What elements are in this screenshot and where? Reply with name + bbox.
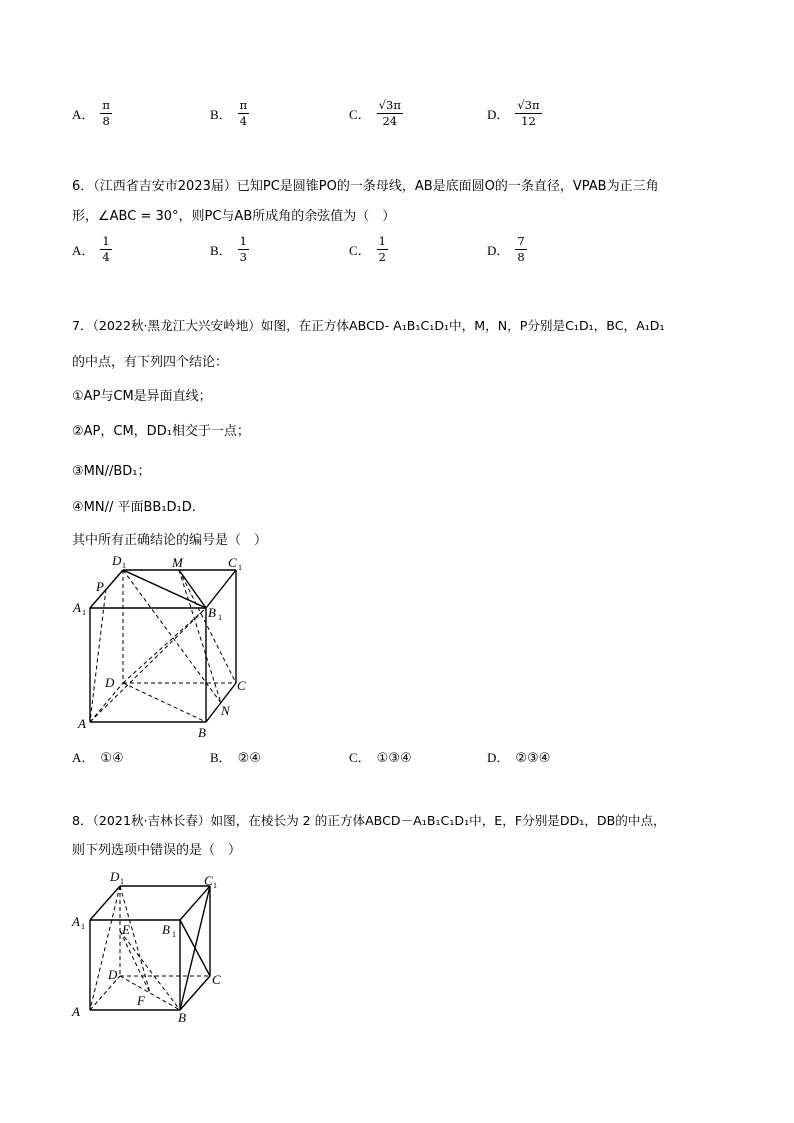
q6-option-a: A． $\frac{1}{4}$ <box>72 234 110 264</box>
q7-option-c: C． ①③④ <box>349 750 412 766</box>
q8-label-a: A <box>72 1004 80 1019</box>
q7-label-d: D <box>105 675 115 690</box>
q7-label-n: N <box>221 703 230 718</box>
q6-stem-line1: 6．（江西省吉安市2023届）已知PC是圆锥PO的一条母线，AB是底面圆O的一条直径，VPAB为正三角 <box>72 179 659 194</box>
q7-option-a: A． ①④ <box>72 750 124 766</box>
q7-stem-line1: 7．（2022秋·黑龙江大兴安岭地）如图，在正方体ABCD- A₁B₁C₁D₁中，M，N，P分别是C₁D₁，BC，A₁D₁ <box>72 318 665 333</box>
q8-label-c1: C <box>204 873 213 888</box>
q7-label-b: B <box>198 725 206 740</box>
q8-label-d1: D <box>110 869 120 884</box>
q7-conclusion-3: ③MN//BD₁； <box>72 464 151 479</box>
q7-conclusion-2: ②AP，CM，DD₁相交于一点； <box>72 424 250 439</box>
q7-label-c: C <box>237 678 246 693</box>
svg-text:1: 1 <box>218 613 222 622</box>
q7-conclusion-4: ④MN// 平面BB₁D₁D． <box>72 500 205 515</box>
q6-option-b: B． $\frac{1}{3}$ <box>210 234 247 264</box>
q8-label-b: B <box>178 1010 186 1025</box>
q8-label-b1: B <box>162 922 170 937</box>
q6-option-d: D． $\frac{7}{8}$ <box>487 234 525 264</box>
q5-option-a: A． $\frac{\pi}{8}$ <box>72 98 110 128</box>
q5-option-d: D． $\frac{√3\pi}{12}$ <box>487 98 540 128</box>
svg-text:1: 1 <box>213 881 217 890</box>
q8-label-f: F <box>137 993 145 1008</box>
q8-stem-line2: 则下列选项中错误的是（ ） <box>72 843 242 858</box>
q7-conclusion-1: ①AP与CM是异面直线； <box>72 389 212 404</box>
q8-label-e: E <box>122 922 130 937</box>
svg-text:1: 1 <box>82 608 86 617</box>
q7-label-c1: C <box>228 555 237 570</box>
svg-text:1: 1 <box>122 561 126 570</box>
svg-text:1: 1 <box>238 563 242 572</box>
q7-question: 其中所有正确结论的编号是（ ） <box>72 533 268 548</box>
q6-stem-line2: 形，∠ABC = 30°，则PC与AB所成角的余弦值为（ ） <box>72 209 396 224</box>
q5-option-b: B． $\frac{\pi}{4}$ <box>210 98 248 128</box>
q5-option-c: C． $\frac{√3\pi}{24}$ <box>349 98 401 128</box>
q7-stem-line2: 的中点，有下列四个结论： <box>72 355 229 370</box>
q8-cube-figure <box>62 866 242 1026</box>
svg-text:1: 1 <box>120 877 124 886</box>
svg-text:1: 1 <box>172 930 176 939</box>
q7-label-b1: B <box>208 605 216 620</box>
q7-cube-figure <box>60 550 260 740</box>
q6-option-c: C． $\frac{1}{2}$ <box>349 234 386 264</box>
q7-label-m: M <box>172 555 183 570</box>
svg-text:1: 1 <box>81 922 85 931</box>
q8-stem-line1: 8．（2021秋·吉林长春）如图，在棱长为 2 的正方体ABCD－A₁B₁C₁D₁中，E，F分别是DD₁，DB的中点， <box>72 813 666 828</box>
q8-label-a1: A <box>72 914 80 929</box>
q7-label-a1: A <box>73 600 81 615</box>
q7-label-a: A <box>78 716 86 731</box>
q7-label-d1: D <box>112 553 122 568</box>
q7-option-d: D． ②③④ <box>487 750 551 766</box>
q8-label-d: D <box>108 967 118 982</box>
q7-label-p: P <box>96 579 104 594</box>
q8-label-c: C <box>212 972 221 987</box>
q7-option-b: B． ②④ <box>210 750 261 766</box>
